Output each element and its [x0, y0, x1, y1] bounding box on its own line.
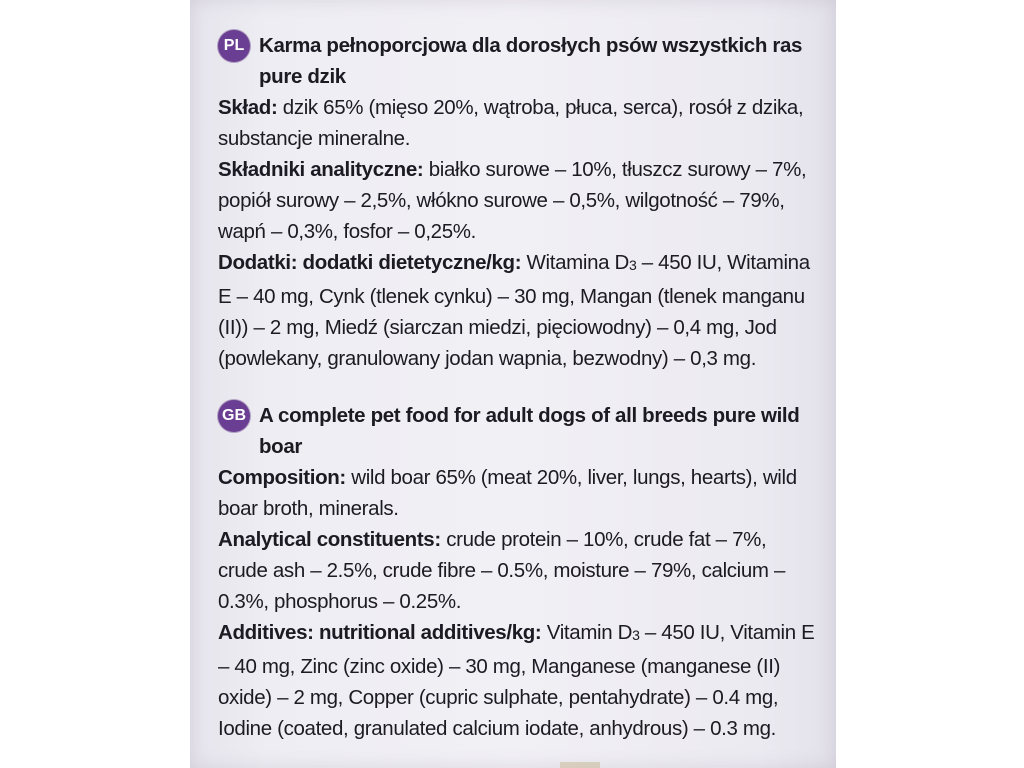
- label-text-block: [218, 30, 818, 744]
- section-pl-heading: [218, 30, 818, 92]
- composition-text-pl: dzik 65% (mięso 20%, wątroba, płuca, serca), rosół z dzika, substancje mineralne.: [218, 96, 804, 150]
- additives-sub-pl: 3: [628, 257, 637, 273]
- additives-sub-gb: 3: [632, 627, 640, 643]
- additives-text-pl-2: – 450 IU, Witamina E – 40 mg, Cynk (tlenek cynku) – 30 mg, Mangan (tlenek manganu (II)) – 2 mg, Miedź (siarczan miedzi, pięciowodny) – 0,4 mg, Jod (powlekany, granulowany jodan wapnia, bezwodny) – 0,3 mg.: [218, 251, 810, 370]
- language-badge-gb: GB: [218, 400, 250, 432]
- composition-label-gb: Composition:: [218, 466, 346, 489]
- composition-pl: [218, 92, 818, 154]
- additives-text-pl-1: Witamina D: [521, 251, 629, 274]
- section-gb: [218, 400, 818, 744]
- additives-label-gb: Additives: nutritional additives/kg:: [218, 621, 542, 644]
- analytical-text-pl: białko surowe – 10%, tłuszcz surowy – 7%, popiół surowy – 2,5%, włókno surowe – 0,5%, wilgotność – 79%, wapń – 0,3%, fosfor – 0,25%.: [218, 158, 807, 243]
- analytical-text-gb: crude protein – 10%, crude fat – 7%, crude ash – 2.5%, crude fibre – 0.5%, moisture – 79%, calcium – 0.3%, phosphorus – 0.25%.: [218, 528, 786, 613]
- composition-text-gb: wild boar 65% (meat 20%, liver, lungs, hearts), wild boar broth, minerals.: [218, 466, 797, 520]
- product-title-gb: A complete pet food for adult dogs of all breeds pure wild boar: [259, 404, 800, 458]
- section-pl: [218, 30, 818, 374]
- additives-gb: [218, 617, 818, 744]
- additives-pl: [218, 247, 818, 374]
- section-gb-heading: [218, 400, 818, 462]
- additives-label-pl: Dodatki: dodatki dietetyczne/kg:: [218, 251, 522, 274]
- additives-text-gb-2: – 450 IU, Vitamin E – 40 mg, Zinc (zinc oxide) – 30 mg, Manganese (manganese (II) oxide) – 2 mg, Copper (cupric sulphate, pentahydrate) – 0.4 mg, Iodine (coated, granulated calcium iodate, anhydrous) – 0.3 mg.: [218, 621, 815, 740]
- composition-label-pl: Skład:: [218, 96, 278, 119]
- composition-gb: [218, 462, 818, 524]
- analytical-gb: [218, 524, 818, 617]
- additives-text-gb-1: Vitamin D: [541, 621, 633, 644]
- analytical-label-gb: Analytical constituents:: [218, 528, 441, 551]
- product-title-pl: Karma pełnoporcjowa dla dorosłych psów wszystkich ras pure dzik: [259, 34, 803, 88]
- label-edge-mark: [560, 762, 600, 768]
- analytical-pl: [218, 154, 818, 247]
- language-badge-pl: PL: [218, 30, 250, 62]
- analytical-label-pl: Składniki analityczne:: [218, 158, 424, 181]
